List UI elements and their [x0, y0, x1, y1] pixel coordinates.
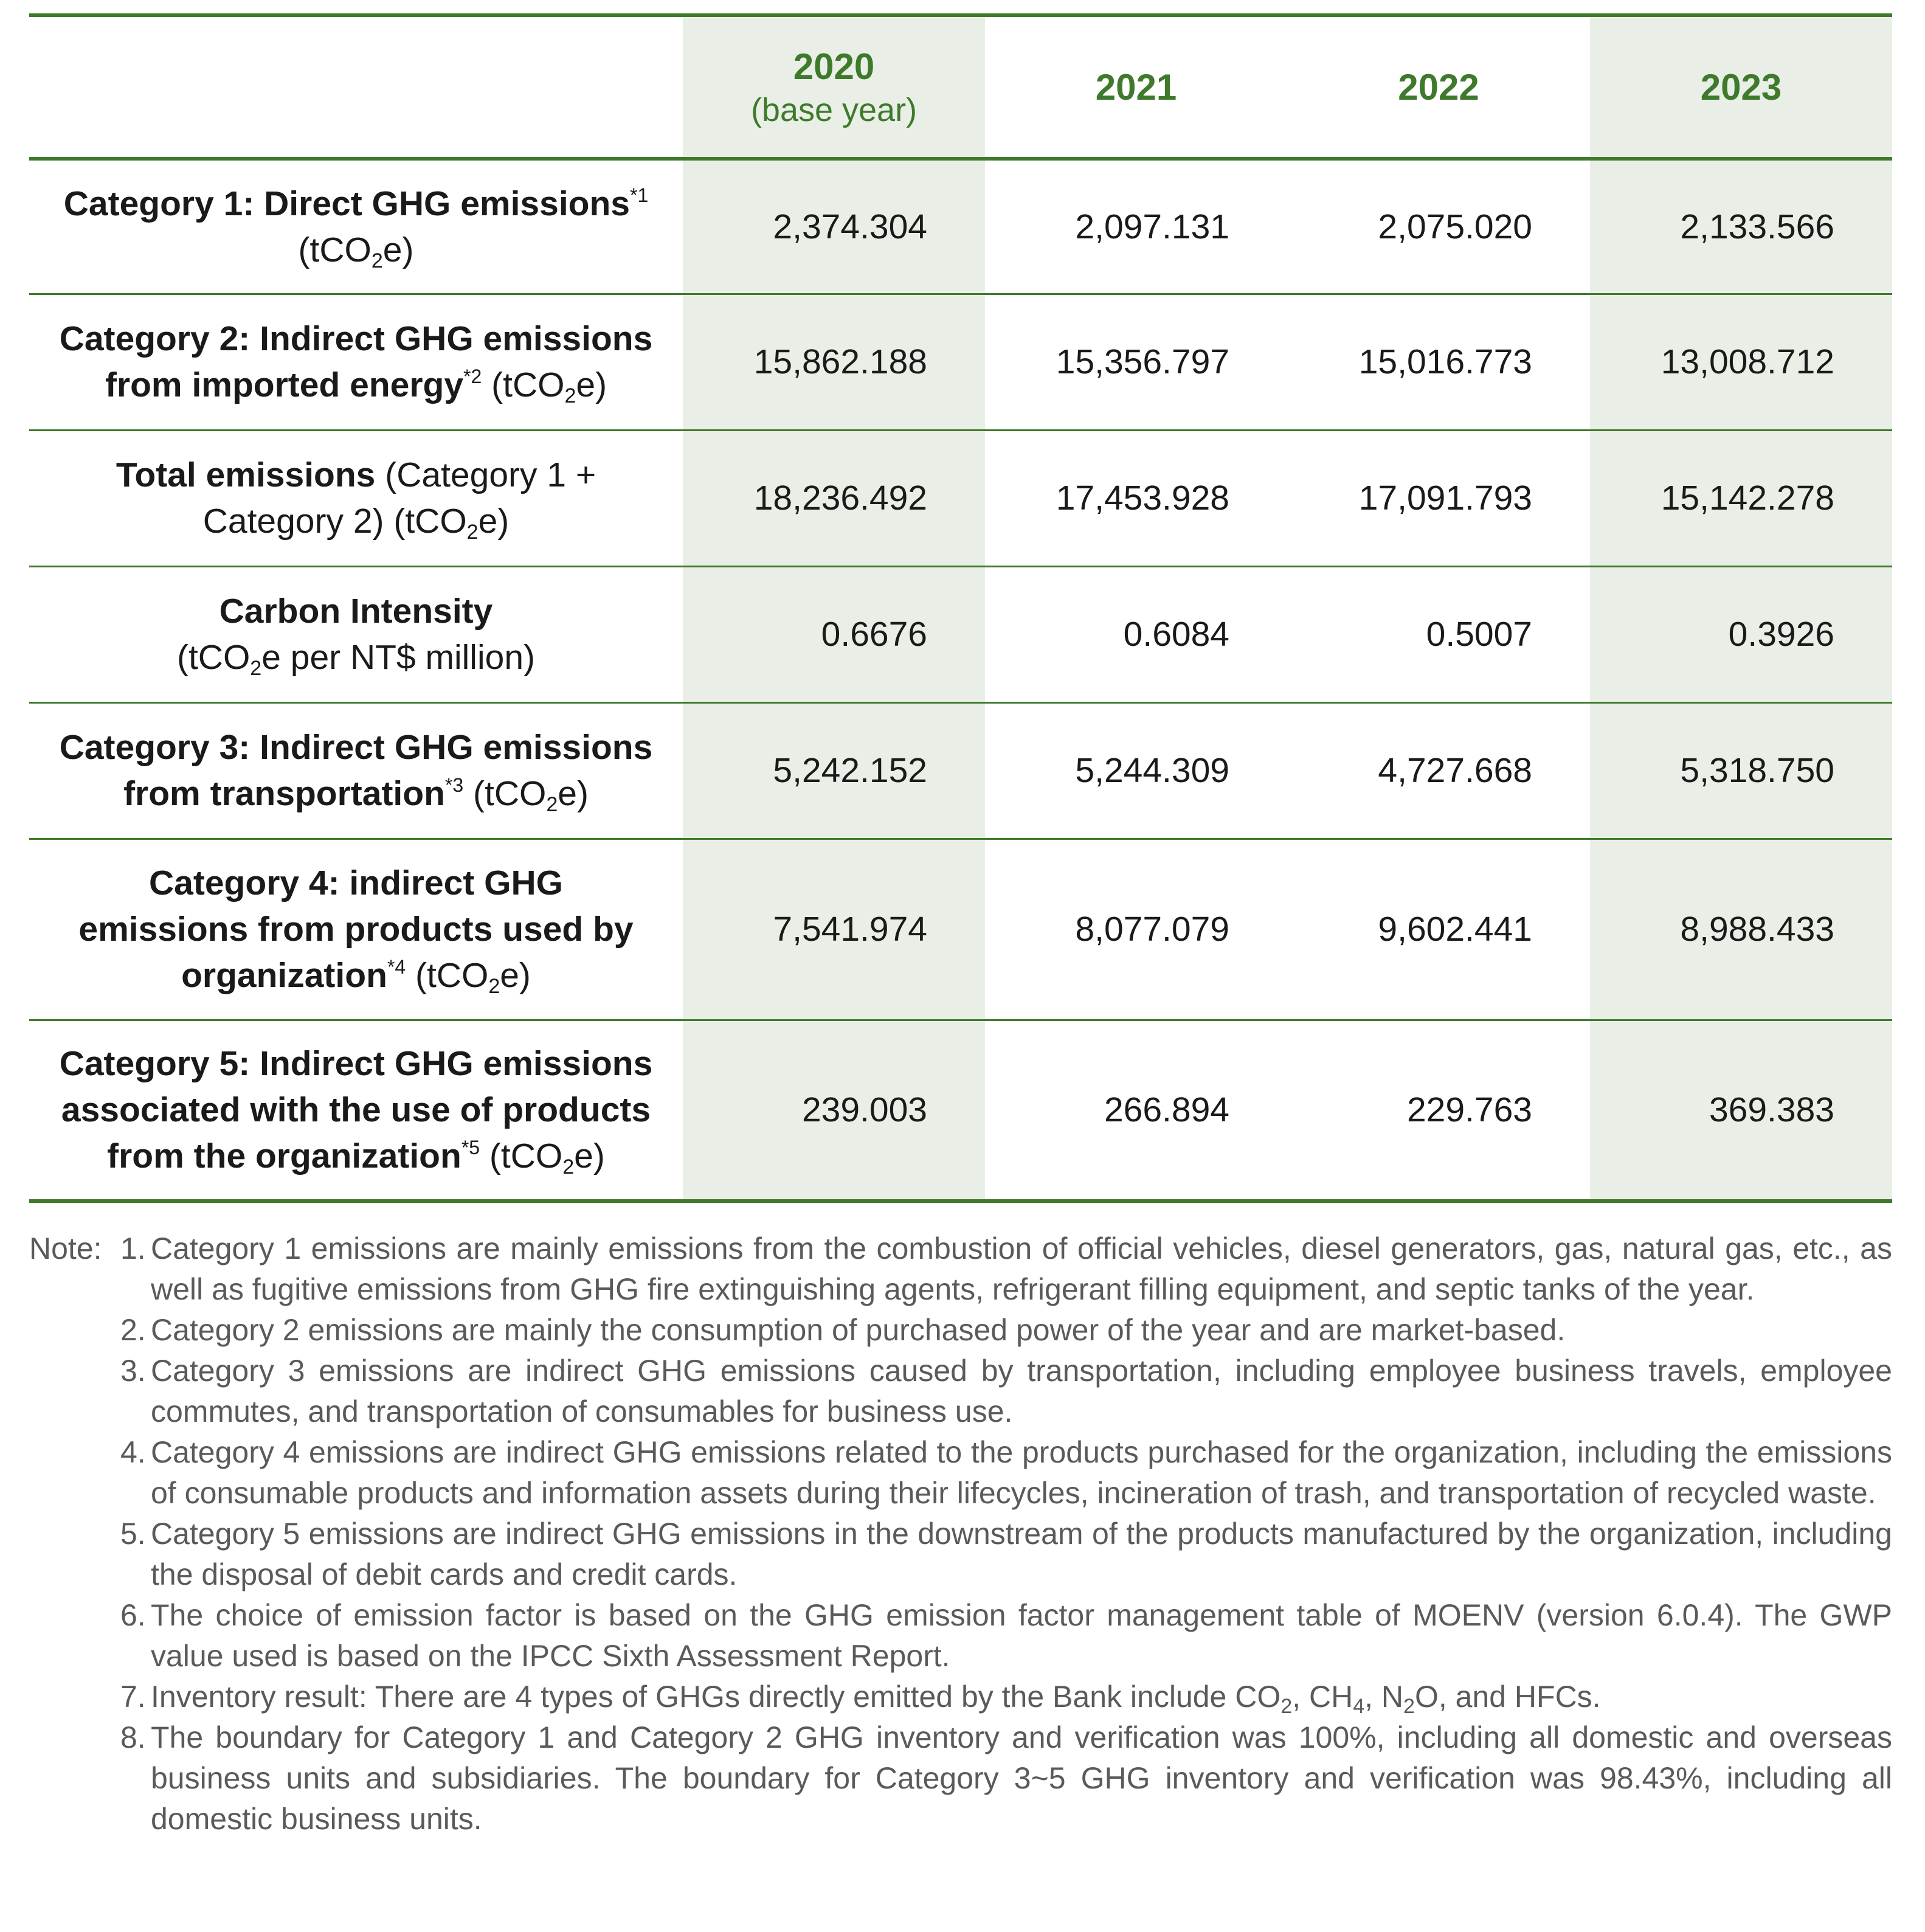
- row-label: Carbon Intensity (tCO$_2$e per NT$ million): [176, 592, 536, 680]
- value-2022: 4,727.668: [1378, 751, 1532, 790]
- value-2023: 0.3926: [1590, 566, 1892, 702]
- value-2021: 17,453.928: [1056, 479, 1229, 518]
- value-2023: 369.383: [1590, 1020, 1892, 1201]
- table-row-category-3: [29, 702, 1892, 839]
- value-2022: 17,091.793: [1358, 479, 1532, 518]
- row-label: Category 2: Indirect GHG emissions from imported energy$^{*2}$ (tCO$_2$e): [59, 319, 653, 407]
- notes-section: [29, 1228, 1892, 1840]
- value-2020: 7,541.974: [683, 839, 985, 1020]
- header-year-2020: [683, 15, 985, 159]
- value-2022: 2,075.020: [1378, 207, 1532, 246]
- ghg-emissions-table: [29, 13, 1892, 1203]
- row-label: Total emissions (Category 1 + Category 2) (tCO$_2$e): [116, 455, 596, 544]
- value-2021: 8,077.079: [1075, 910, 1229, 949]
- header-year-2021: [985, 15, 1287, 159]
- table-row-category-2: [29, 294, 1892, 430]
- base-year-label: (base year): [750, 91, 918, 128]
- value-2020: 2,374.304: [683, 159, 985, 294]
- value-2022: 229.763: [1406, 1090, 1532, 1130]
- table-row-carbon-intensity: [29, 566, 1892, 702]
- value-2022: 15,016.773: [1358, 342, 1532, 381]
- note-item: 6. The choice of emission factor is based on the GHG emission factor management table of MOENV (version 6.0.4). The GWP value used is based on the IPCC Sixth Assessment Report.: [120, 1598, 1892, 1673]
- value-2023: 2,133.566: [1590, 159, 1892, 294]
- value-2022: 0.5007: [1426, 615, 1532, 654]
- value-2021: 0.6084: [1123, 615, 1229, 654]
- year-label: 2021: [1095, 66, 1177, 108]
- header-row: [29, 15, 1892, 159]
- year-label: 2022: [1398, 66, 1479, 108]
- value-2023: 5,318.750: [1590, 702, 1892, 839]
- value-2021: 5,244.309: [1075, 751, 1229, 790]
- value-2021: 2,097.131: [1075, 207, 1229, 246]
- value-2023: 8,988.433: [1590, 839, 1892, 1020]
- note-item: 1. Category 1 emissions are mainly emissions from the combustion of official vehicles, diesel generators, gas, natural gas, etc., as well as fugitive emissions from GHG fire extinguishing agents, refrigerant filling equipment, and septic tanks of the year.: [120, 1231, 1892, 1306]
- value-2020: 15,862.188: [683, 294, 985, 430]
- row-label: Category 4: indirect GHG emissions from products used by organization$^{*4}$ (tCO$_2$e): [78, 864, 634, 998]
- note-item: 4. Category 4 emissions are indirect GHG emissions related to the products purchased for the organization, including the emissions of consumable products and information assets during their lifecycles, incineration of trash, and transportation of recycled waste.: [120, 1435, 1892, 1510]
- table-row-total-emissions: [29, 430, 1892, 566]
- note-item: 3. Category 3 emissions are indirect GHG emissions caused by transportation, including employee business travels, employee commutes, and transportation of consumables for business use.: [120, 1354, 1892, 1428]
- value-2023: 13,008.712: [1590, 294, 1892, 430]
- table-row-category-4: [29, 839, 1892, 1020]
- value-2021: 266.894: [1104, 1090, 1229, 1130]
- header-year-2023: [1590, 15, 1892, 159]
- year-label: 2020: [793, 46, 875, 87]
- year-label: 2023: [1700, 66, 1782, 108]
- note-item: 2. Category 2 emissions are mainly the consumption of purchased power of the year and are market-based.: [120, 1313, 1566, 1347]
- notes-heading: Note:: [29, 1231, 102, 1265]
- value-2020: 239.003: [683, 1020, 985, 1201]
- value-2020: 5,242.152: [683, 702, 985, 839]
- notes-list: [29, 1228, 1892, 1840]
- value-2021: 15,356.797: [1056, 342, 1229, 381]
- value-2020: 0.6676: [683, 566, 985, 702]
- row-label: Category 5: Indirect GHG emissions associated with the use of products from the organization$^{*5}$ (tCO$_2$e): [59, 1044, 653, 1179]
- table-row-category-5: [29, 1020, 1892, 1201]
- value-2020: 18,236.492: [683, 430, 985, 566]
- row-label: Category 1: Direct GHG emissions$^{*1}$ (tCO$_2$e): [63, 184, 649, 272]
- header-blank-cell: [29, 15, 683, 159]
- note-item: 8. The boundary for Category 1 and Category 2 GHG inventory and verification was 100%, including all domestic and overseas business units and subsidiaries. The boundary for Category 3~5 GHG inventory and verification was 98.43%, including all domestic business units.: [120, 1720, 1892, 1836]
- table-row-category-1: [29, 159, 1892, 294]
- value-2023: 15,142.278: [1590, 430, 1892, 566]
- note-item: 7. Inventory result: There are 4 types of GHGs directly emitted by the Bank include $CO_2$, $CH_4$, $N_2O$, and HFCs.: [120, 1680, 1601, 1718]
- row-label: Category 3: Indirect GHG emissions from transportation$^{*3}$ (tCO$_2$e): [59, 728, 653, 816]
- header-year-2022: [1287, 15, 1590, 159]
- value-2022: 9,602.441: [1378, 910, 1532, 949]
- note-item: 5. Category 5 emissions are indirect GHG emissions in the downstream of the products manufactured by the organization, including the disposal of debit cards and credit cards.: [120, 1517, 1892, 1591]
